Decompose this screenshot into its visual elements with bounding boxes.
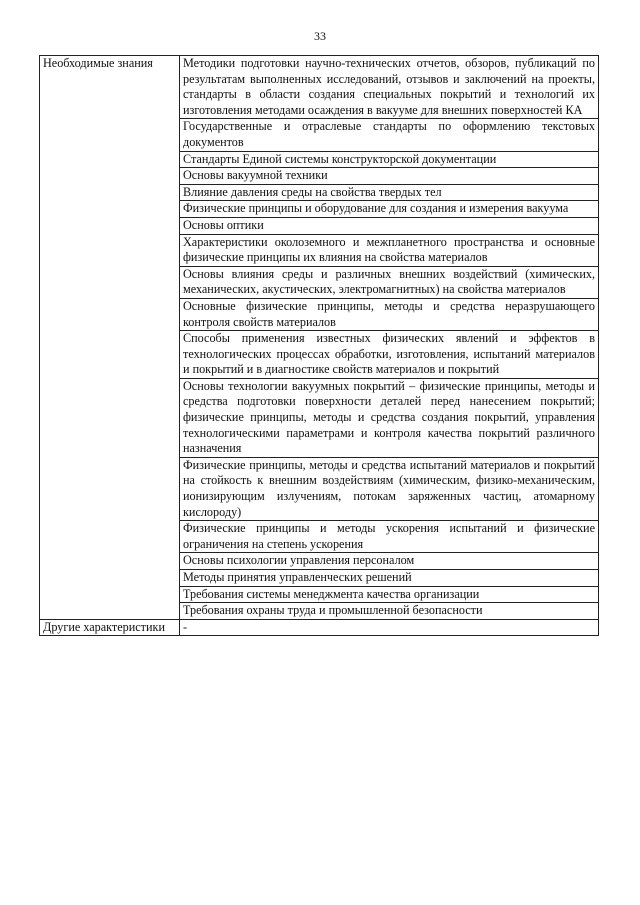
other-characteristics-value: - (180, 619, 599, 636)
knowledge-item: Методики подготовки научно-технических отчетов, обзоров, публикаций по результатам выполненных исследований, отзывов и заключений на проекты, стандарты в области создания специальных покрытий и технологий их изготовления методами осаждения в вакууме для внешних поверхностей КА (180, 56, 599, 119)
knowledge-item: Государственные и отраслевые стандарты по оформлению текстовых документов (180, 119, 599, 151)
knowledge-item: Основные физические принципы, методы и средства неразрушающего контроля свойств материалов (180, 298, 599, 330)
other-characteristics-label: Другие характеристики (40, 619, 180, 636)
knowledge-item: Основы психологии управления персоналом (180, 553, 599, 570)
knowledge-item: Требования охраны труда и промышленной безопасности (180, 603, 599, 620)
knowledge-item: Требования системы менеджмента качества организации (180, 586, 599, 603)
knowledge-item: Физические принципы и методы ускорения испытаний и физические ограничения на степень ускорения (180, 521, 599, 553)
knowledge-item: Основы вакуумной техники (180, 168, 599, 185)
knowledge-item: Физические принципы, методы и средства испытаний материалов и покрытий на стойкость к внешним воздействиям (химическим, физико-механическим, ионизирующим излучениям, потокам заряженных частиц, атомарному кислороду) (180, 457, 599, 520)
knowledge-label: Необходимые знания (40, 56, 180, 620)
knowledge-item: Основы оптики (180, 217, 599, 234)
requirements-table (39, 55, 599, 636)
knowledge-item: Основы влияния среды и различных внешних воздействий (химических, механических, акустических, электромагнитных) на свойства материалов (180, 266, 599, 298)
page-number: 33 (314, 29, 326, 43)
knowledge-item: Методы принятия управленческих решений (180, 570, 599, 587)
table-row (40, 619, 599, 636)
knowledge-item: Стандарты Единой системы конструкторской документации (180, 151, 599, 168)
knowledge-item: Основы технологии вакуумных покрытий – физические принципы, методы и средства подготовки поверхности деталей перед нанесением покрытий; физические принципы, методы и средства создания покрытий, управления технологическими параметрами и контроля качества покрытий различного назначения (180, 378, 599, 457)
knowledge-item: Характеристики околоземного и межпланетного пространства и основные физические принципы их влияния на свойства материалов (180, 234, 599, 266)
table-row (40, 56, 599, 119)
knowledge-item: Влияние давления среды на свойства твердых тел (180, 184, 599, 201)
knowledge-item: Физические принципы и оборудование для создания и измерения вакуума (180, 201, 599, 218)
knowledge-item: Способы применения известных физических явлений и эффектов в технологических процессах обработки, изготовления, испытаний материалов и покрытий и в диагностике свойств материалов и покрытий (180, 331, 599, 379)
